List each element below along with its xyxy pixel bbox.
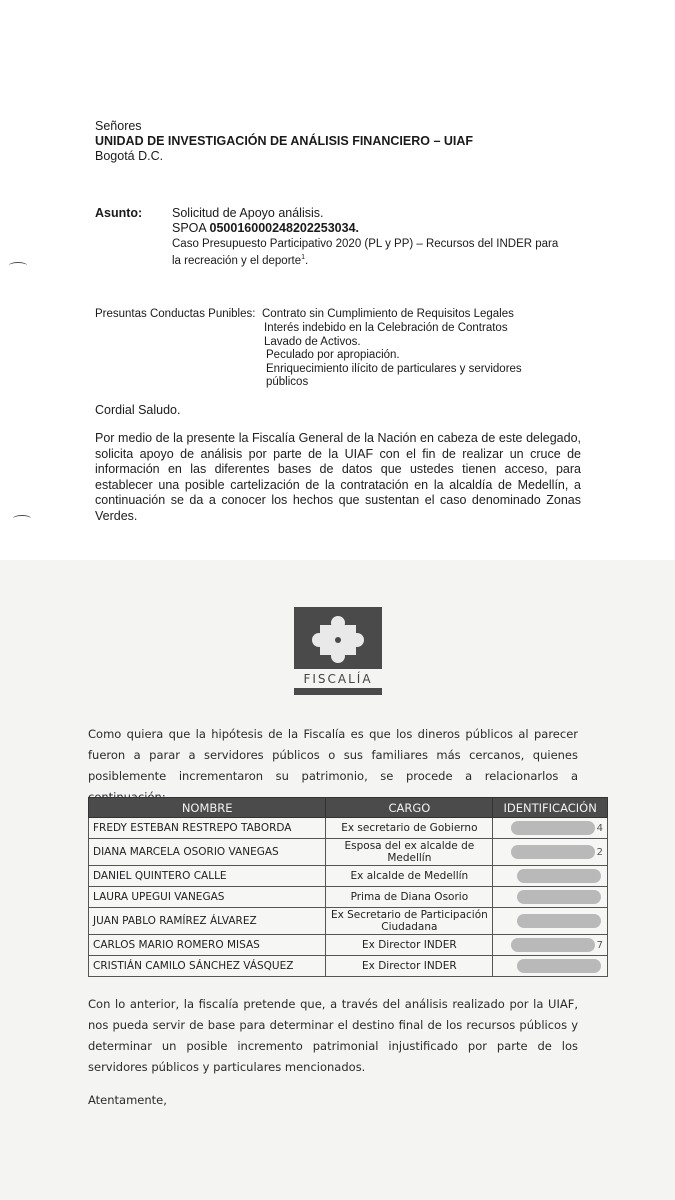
conduct-item: Peculado por apropiación. bbox=[266, 349, 400, 361]
puzzle-icon bbox=[294, 607, 382, 669]
col-header-name: NOMBRE bbox=[89, 798, 326, 818]
cell-name: DIANA MARCELA OSORIO VANEGAS bbox=[89, 839, 326, 866]
redaction-blur bbox=[517, 890, 601, 904]
cell-id-redacted bbox=[493, 839, 608, 866]
recipient-org: UNIDAD DE INVESTIGACIÓN DE ANÁLISIS FINANCIERO – UIAF bbox=[95, 134, 474, 148]
greeting: Señores bbox=[95, 119, 142, 133]
subject-line-4-end: . bbox=[305, 254, 309, 267]
table-row bbox=[89, 935, 608, 956]
fiscalia-logo-text: FISCALÍA bbox=[303, 672, 373, 686]
cell-role: Ex Secretario de Participación Ciudadana bbox=[326, 908, 493, 935]
table-row bbox=[89, 818, 608, 839]
cell-id-redacted bbox=[493, 956, 608, 977]
signoff: Atentamente, bbox=[88, 1093, 167, 1107]
cell-id-redacted bbox=[493, 866, 608, 887]
cell-id-redacted bbox=[493, 887, 608, 908]
cell-role: Prima de Diana Osorio bbox=[326, 887, 493, 908]
cell-name: CRISTIÁN CAMILO SÁNCHEZ VÁSQUEZ bbox=[89, 956, 326, 977]
intro-paragraph: Como quiera que la hipótesis de la Fiscalía es que los dineros públicos al parecer fueron a parar a servidores públicos o sus familiares más cercanos, quienes posiblemente incrementaron su patrimonio, se procede a relacionarlos a bbox=[88, 727, 578, 783]
conduct-item: Interés indebido en la Celebración de Contratos bbox=[264, 322, 508, 334]
persons-table bbox=[88, 797, 608, 977]
subject-line-4-text: la recreación y el deporte bbox=[172, 254, 302, 267]
redaction-blur bbox=[517, 869, 601, 883]
table-row bbox=[89, 866, 608, 887]
conduct-item: Lavado de Activos. bbox=[264, 336, 361, 348]
salutation: Cordial Saludo. bbox=[95, 403, 181, 417]
conducts-label: Presuntas Conductas Punibles: bbox=[95, 308, 256, 320]
cell-name: JUAN PABLO RAMÍREZ ÁLVAREZ bbox=[89, 908, 326, 935]
margin-mark bbox=[13, 515, 31, 522]
col-header-role: CARGO bbox=[326, 798, 493, 818]
footnote-marker: 1 bbox=[301, 254, 306, 261]
subject-line-3: Caso Presupuesto Participativo 2020 (PL y PP) – Recursos del INDER para bbox=[172, 238, 559, 250]
conduct-item: públicos bbox=[266, 376, 309, 388]
cell-id-redacted bbox=[493, 908, 608, 935]
logo-bar bbox=[294, 688, 382, 695]
recipient-city: Bogotá D.C. bbox=[95, 149, 164, 163]
col-header-id: IDENTIFICACIÓN bbox=[493, 798, 608, 818]
redaction-blur bbox=[517, 959, 601, 973]
table-row bbox=[89, 887, 608, 908]
redaction-blur bbox=[511, 845, 595, 859]
spoa-prefix: SPOA bbox=[172, 221, 210, 235]
closing-paragraph: Con lo anterior, la fiscalía pretende que, a través del análisis realizado por la UIAF, nos pueda servir de base para determinar el destino final de los recursos públicos y determinar un posible incremento patrimonial injustificado por parte de los servidores públicos y particulares mencionados. bbox=[88, 997, 578, 1074]
conduct-item: Enriquecimiento ilícito de particulares y servidores bbox=[266, 363, 522, 375]
cell-id-redacted bbox=[493, 818, 608, 839]
table-row bbox=[89, 839, 608, 866]
fiscalia-logo bbox=[294, 607, 382, 669]
id-tail: 4 bbox=[596, 823, 603, 834]
cell-role: Ex secretario de Gobierno bbox=[326, 818, 493, 839]
cell-name: LAURA UPEGUI VANEGAS bbox=[89, 887, 326, 908]
body-paragraph: Por medio de la presente la Fiscalía General de la Nación en cabeza de este delegado, solicita apoyo de análisis por parte de la UIAF con el fin de realizar un cruce de información en las diferentes bases de datos que ustedes tienen acceso, para establecer una posible cartelización de la contratación en la alcaldía de Medellín, a continuación se da a conocer los hechos que sustentan el caso denominado Zonas Verdes. bbox=[95, 431, 581, 523]
cell-name: CARLOS MARIO ROMERO MISAS bbox=[89, 935, 326, 956]
cell-name: DANIEL QUINTERO CALLE bbox=[89, 866, 326, 887]
cell-name: FREDY ESTEBAN RESTREPO TABORDA bbox=[89, 818, 326, 839]
cell-role: Ex Director INDER bbox=[326, 956, 493, 977]
cell-role: Esposa del ex alcalde de Medellín bbox=[326, 839, 493, 866]
redaction-blur bbox=[517, 914, 601, 928]
subject-spoa bbox=[172, 221, 359, 236]
cell-role: Ex alcalde de Medellín bbox=[326, 866, 493, 887]
id-tail: 2 bbox=[596, 847, 603, 858]
conduct-item: Contrato sin Cumplimiento de Requisitos Legales bbox=[262, 308, 514, 320]
cell-id-redacted bbox=[493, 935, 608, 956]
subject-label: Asunto: bbox=[95, 206, 143, 220]
subject-line-4 bbox=[172, 251, 308, 268]
table-header-row bbox=[89, 798, 608, 818]
spoa-number: 05001600024820225303​4. bbox=[209, 221, 359, 235]
cell-role: Ex Director INDER bbox=[326, 935, 493, 956]
table-row bbox=[89, 956, 608, 977]
subject-line-1: Solicitud de Apoyo análisis. bbox=[172, 206, 324, 220]
redaction-blur bbox=[511, 821, 595, 835]
id-tail: 7 bbox=[596, 940, 603, 951]
margin-mark bbox=[9, 262, 27, 269]
table-row bbox=[89, 908, 608, 935]
letter-page-1 bbox=[0, 0, 675, 560]
redaction-blur bbox=[511, 938, 595, 952]
